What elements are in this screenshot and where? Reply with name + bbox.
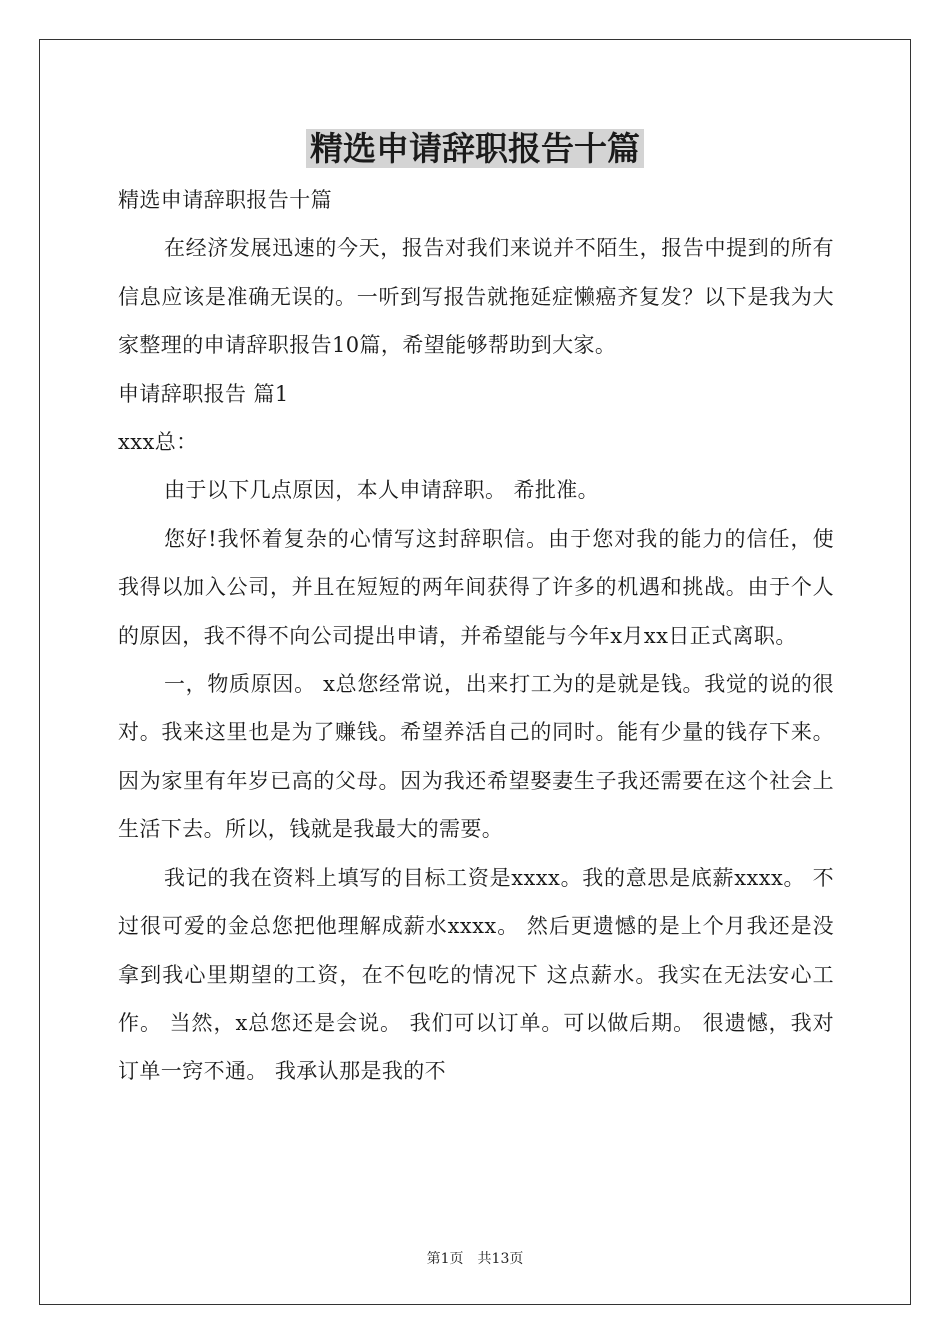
document-title	[0, 126, 950, 172]
paragraph: 我记的我在资料上填写的目标工资是xxxx。我的意思是底薪xxxx。 不过很可爱的金总您把他理解成薪水xxxx。 然后更遗憾的是上个月我还是没拿到我心里期望的工资，在不包吃的情况下 这点薪水。我实在无法安心工作。 当然，x总您还是会说。 我们可以订单。可以做后期。 很遗憾，我对订单一窍不通。 我承认那是我的不	[118, 865, 834, 1084]
salutation: xxx总：	[118, 430, 198, 455]
paragraph: 一，物质原因。 x总您经常说，出来打工为的是就是钱。我觉的说的很对。我来这里也是为了赚钱。希望养活自己的同时。能有少量的钱存下来。因为家里有年岁已高的父母。因为我还希望娶妻生子我还需要在这个社会上生活下去。所以，钱就是我最大的需要。	[118, 672, 834, 842]
document-title-text: 精选申请辞职报告十篇	[306, 129, 644, 168]
page-footer	[0, 1248, 950, 1268]
page-number: 第1页	[426, 1251, 464, 1267]
page-total: 共13页	[477, 1251, 524, 1267]
paragraph: 由于以下几点原因，本人申请辞职。 希批准。	[164, 478, 600, 503]
paragraph: 您好!我怀着复杂的心情写这封辞职信。由于您对我的能力的信任，使我得以加入公司，并且在短短的两年间获得了许多的机遇和挑战。由于个人的原因，我不得不向公司提出申请，并希望能与今年x月xx日正式离职。	[118, 526, 834, 648]
paragraph-subtitle: 精选申请辞职报告十篇	[118, 188, 332, 212]
document-body	[118, 176, 834, 1096]
paragraph-intro: 在经济发展迅速的今天，报告对我们来说并不陌生，报告中提到的所有信息应该是准确无误的。一听到写报告就拖延症懒癌齐复发？以下是我为大家整理的申请辞职报告10篇，希望能够帮助到大家。	[118, 236, 834, 358]
section-heading: 申请辞职报告 篇1	[118, 381, 289, 406]
